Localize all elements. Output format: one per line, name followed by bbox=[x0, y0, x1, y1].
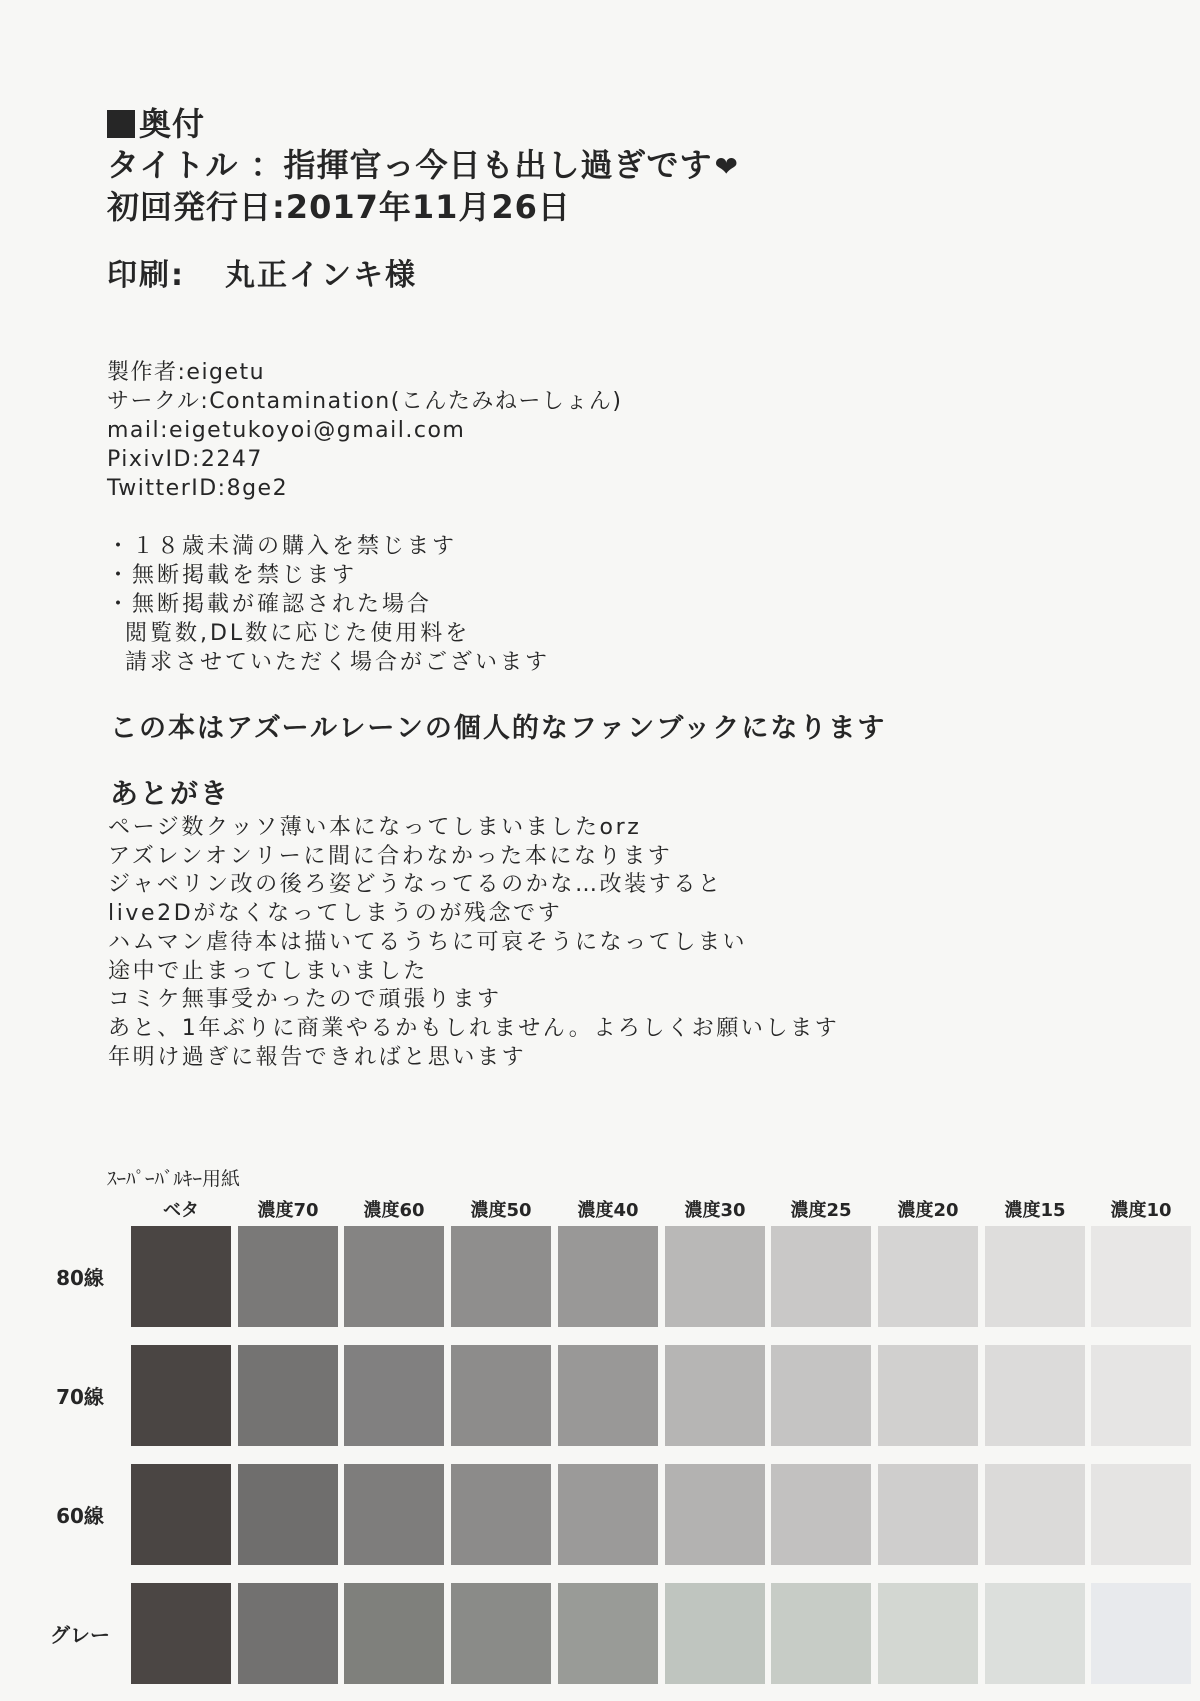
afterword-line: ページ数クッソ薄い本になってしまいましたorz bbox=[108, 815, 642, 840]
tone-swatch bbox=[344, 1345, 444, 1446]
tone-swatch bbox=[558, 1464, 658, 1565]
tone-swatch bbox=[1091, 1464, 1191, 1565]
printer-line bbox=[107, 250, 417, 294]
tone-swatch bbox=[451, 1464, 551, 1565]
notices-block bbox=[107, 532, 550, 677]
tone-swatch bbox=[451, 1583, 551, 1684]
notice-item: 請求させていただく場合がございます bbox=[125, 650, 551, 675]
tone-swatch bbox=[238, 1583, 338, 1684]
printer-label: 印刷: bbox=[107, 258, 185, 293]
tone-swatch bbox=[771, 1583, 871, 1684]
tone-swatch bbox=[1091, 1226, 1191, 1327]
tone-row-label: 70線 bbox=[56, 1385, 104, 1409]
tone-column-label: 濃度30 bbox=[684, 1200, 746, 1221]
tone-swatch bbox=[238, 1226, 338, 1327]
tone-swatch bbox=[238, 1464, 338, 1565]
tone-swatch bbox=[1091, 1583, 1191, 1684]
tone-swatch bbox=[665, 1583, 765, 1684]
title-line bbox=[107, 145, 739, 187]
tone-column-label: 濃度25 bbox=[790, 1200, 852, 1221]
tone-column-label: 濃度20 bbox=[897, 1200, 959, 1221]
book-title: タイトル ：指揮官っ今日も出し過ぎです bbox=[107, 146, 713, 184]
tone-swatch bbox=[771, 1226, 871, 1327]
tone-swatch bbox=[878, 1226, 978, 1327]
notice-item: 閲覧数,DL数に応じた使用料を bbox=[125, 621, 471, 646]
afterword-line: ハムマン虐待本は描いてるうちに可哀そうになってしまい bbox=[108, 929, 748, 955]
tone-swatch bbox=[878, 1583, 978, 1684]
tone-swatch bbox=[451, 1345, 551, 1446]
credit-circle: サークル:Contamination(こんたみねーしょん) bbox=[107, 389, 623, 414]
tone-swatch bbox=[558, 1345, 658, 1446]
afterword-line: コミケ無事受かったので頑張ります bbox=[108, 987, 502, 1013]
credits-block bbox=[107, 358, 622, 503]
tone-swatch bbox=[878, 1464, 978, 1565]
heart-icon: ❤ bbox=[714, 150, 739, 183]
tone-swatch bbox=[131, 1226, 231, 1327]
colophon-heading-line bbox=[107, 104, 739, 145]
tone-column-label: ベタ bbox=[163, 1200, 199, 1221]
afterword-line: 途中で止まってしまいました bbox=[108, 958, 428, 984]
tone-swatch bbox=[985, 1464, 1085, 1565]
tone-swatch bbox=[985, 1583, 1085, 1684]
tone-swatch bbox=[238, 1345, 338, 1446]
tone-swatch bbox=[131, 1345, 231, 1446]
tone-swatch bbox=[771, 1345, 871, 1446]
afterword-line: live2Dがなくなってしまうのが残念です bbox=[108, 901, 563, 927]
credit-author: 製作者:eigetu bbox=[107, 360, 266, 385]
tone-swatch bbox=[344, 1464, 444, 1565]
tone-swatch bbox=[665, 1226, 765, 1327]
tone-column-label: 濃度40 bbox=[577, 1200, 639, 1221]
afterword-line: あと、1年ぶりに商業やるかもしれません。よろしくお願いします bbox=[108, 1015, 840, 1041]
tone-column-label: 濃度60 bbox=[363, 1200, 425, 1221]
tone-row-label: 80線 bbox=[56, 1266, 104, 1290]
tone-swatch bbox=[344, 1583, 444, 1684]
tone-swatch bbox=[985, 1226, 1085, 1327]
afterword-title: あとがき bbox=[110, 777, 231, 810]
tone-swatch bbox=[985, 1345, 1085, 1446]
tone-swatch bbox=[131, 1464, 231, 1565]
notice-item: ・無断掲載を禁じます bbox=[107, 563, 358, 588]
black-square-icon bbox=[107, 110, 135, 138]
tone-row-label: グレー bbox=[50, 1623, 110, 1647]
afterword-line: ジャベリン改の後ろ姿どうなってるのかな…改装すると bbox=[108, 872, 723, 898]
tone-column-label: 濃度15 bbox=[1004, 1200, 1066, 1221]
credit-mail: mail:eigetukoyoi@gmail.com bbox=[107, 418, 466, 443]
publication-date: 初回発行日:2017年11月26日 bbox=[107, 188, 571, 226]
tone-swatch bbox=[665, 1464, 765, 1565]
tone-paper-label: ｽｰﾊﾟｰﾊﾞﾙｷｰ用紙 bbox=[107, 1168, 241, 1190]
tone-column-label: 濃度70 bbox=[257, 1200, 319, 1221]
tone-swatch bbox=[1091, 1345, 1191, 1446]
tone-swatch bbox=[451, 1226, 551, 1327]
credit-pixiv: PixivID:2247 bbox=[107, 447, 263, 472]
afterword-body bbox=[108, 814, 839, 1072]
colophon-heading: 奥付 bbox=[139, 105, 206, 143]
afterword-line: アズレンオンリーに間に合わなかった本になります bbox=[108, 843, 673, 869]
tone-swatch bbox=[665, 1345, 765, 1446]
tone-swatch bbox=[878, 1345, 978, 1446]
printer-name: 丸正インキ様 bbox=[225, 258, 417, 293]
tone-column-label: 濃度10 bbox=[1110, 1200, 1172, 1221]
notice-item: ・無断掲載が確認された場合 bbox=[107, 592, 433, 617]
tone-swatch bbox=[558, 1583, 658, 1684]
tone-swatch bbox=[771, 1464, 871, 1565]
tone-column-label: 濃度50 bbox=[470, 1200, 532, 1221]
colophon-header bbox=[107, 104, 739, 228]
tone-row-label: 60線 bbox=[56, 1504, 104, 1528]
tone-swatch bbox=[131, 1583, 231, 1684]
tone-swatch bbox=[558, 1226, 658, 1327]
credit-twitter: TwitterID:8ge2 bbox=[107, 476, 289, 501]
afterword-line: 年明け過ぎに報告できればと思います bbox=[108, 1044, 527, 1070]
notice-item: ・１８歳未満の購入を禁じます bbox=[107, 534, 458, 559]
fanbook-note: この本はアズールレーンの個人的なファンブックになります bbox=[110, 713, 887, 744]
tone-swatch bbox=[344, 1226, 444, 1327]
